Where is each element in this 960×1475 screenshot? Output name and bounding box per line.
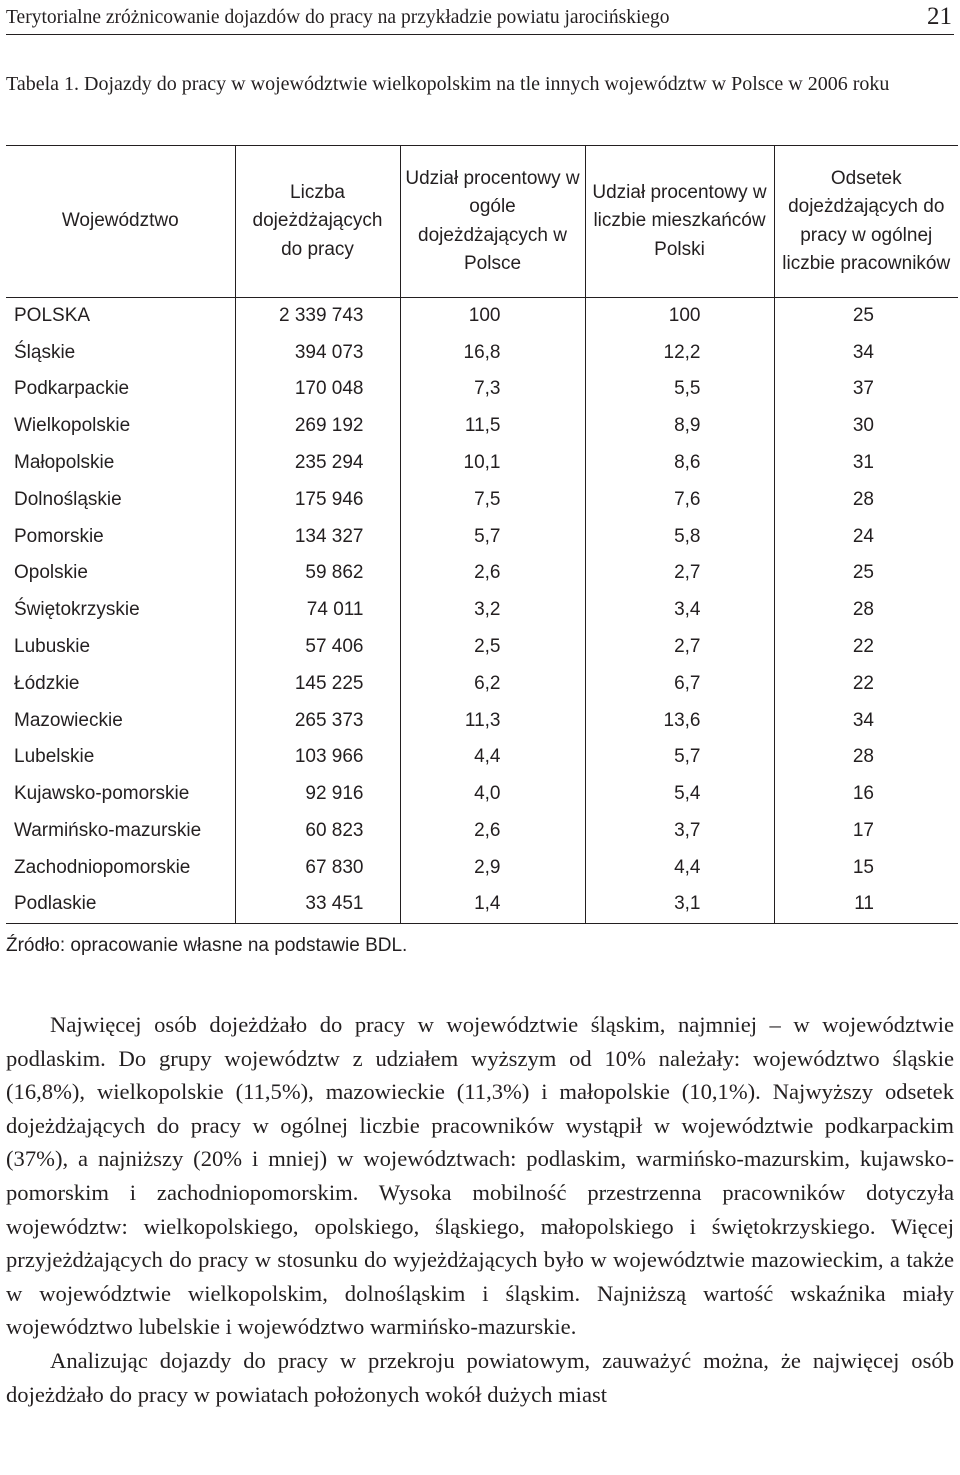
- table-row: [6, 592, 958, 629]
- cell-share-of-population: 5,4: [585, 776, 774, 813]
- cell-commuter-rate: 22: [774, 629, 958, 666]
- cell-share-of-commuters: 16,8: [400, 334, 585, 371]
- table-row: [6, 886, 958, 923]
- cell-share-of-population: 5,8: [585, 518, 774, 555]
- cell-commuter-rate: 30: [774, 408, 958, 445]
- cell-voivodeship-name: Warmińsko-mazurskie: [6, 813, 235, 850]
- cell-commuter-rate: 25: [774, 555, 958, 592]
- cell-share-of-population: 7,6: [585, 481, 774, 518]
- header-share-of-commuters: Udział procentowy w ogóle dojeżdżających w Polsce: [400, 146, 585, 298]
- table-row: [6, 555, 958, 592]
- cell-share-of-commuters: 2,6: [400, 555, 585, 592]
- cell-share-of-commuters: 3,2: [400, 592, 585, 629]
- cell-voivodeship-name: Łódzkie: [6, 665, 235, 702]
- table-row: [6, 408, 958, 445]
- cell-commuter-rate: 28: [774, 481, 958, 518]
- table-row: [6, 776, 958, 813]
- cell-share-of-population: 3,1: [585, 886, 774, 923]
- cell-share-of-population: 12,2: [585, 334, 774, 371]
- cell-commuter-rate: 22: [774, 665, 958, 702]
- cell-commuter-rate: 24: [774, 518, 958, 555]
- cell-commuters-count: 170 048: [235, 371, 400, 408]
- table-row: [6, 334, 958, 371]
- cell-commuters-count: 57 406: [235, 629, 400, 666]
- cell-share-of-commuters: 11,3: [400, 702, 585, 739]
- commuting-table: [6, 145, 958, 924]
- cell-share-of-commuters: 6,2: [400, 665, 585, 702]
- cell-voivodeship-name: Wielkopolskie: [6, 408, 235, 445]
- cell-voivodeship-name: Dolnośląskie: [6, 481, 235, 518]
- cell-commuters-count: 103 966: [235, 739, 400, 776]
- cell-share-of-population: 6,7: [585, 665, 774, 702]
- cell-commuters-count: 33 451: [235, 886, 400, 923]
- table-body: [6, 298, 958, 924]
- cell-commuters-count: 92 916: [235, 776, 400, 813]
- cell-commuters-count: 265 373: [235, 702, 400, 739]
- table-row: [6, 739, 958, 776]
- cell-commuters-count: 59 862: [235, 555, 400, 592]
- table-row: [6, 298, 958, 335]
- cell-share-of-population: 13,6: [585, 702, 774, 739]
- cell-share-of-commuters: 4,4: [400, 739, 585, 776]
- paragraph: Analizując dojazdy do pracy w przekroju powiatowym, zauważyć można, że najwięcej osób dojeżdżało do pracy w powiatach położonych wokół dużych miast: [6, 1347, 954, 1407]
- table-row: [6, 371, 958, 408]
- cell-voivodeship-name: Kujawsko-pomorskie: [6, 776, 235, 813]
- cell-share-of-commuters: 7,3: [400, 371, 585, 408]
- cell-commuter-rate: 17: [774, 813, 958, 850]
- cell-voivodeship-name: POLSKA: [6, 298, 235, 335]
- cell-voivodeship-name: Podkarpackie: [6, 371, 235, 408]
- cell-share-of-population: 5,5: [585, 371, 774, 408]
- cell-commuters-count: 175 946: [235, 481, 400, 518]
- cell-share-of-population: 2,7: [585, 555, 774, 592]
- cell-share-of-population: 8,6: [585, 445, 774, 482]
- cell-commuters-count: 145 225: [235, 665, 400, 702]
- cell-commuter-rate: 16: [774, 776, 958, 813]
- cell-commuter-rate: 15: [774, 849, 958, 886]
- cell-share-of-commuters: 10,1: [400, 445, 585, 482]
- cell-voivodeship-name: Lubelskie: [6, 739, 235, 776]
- cell-commuter-rate: 31: [774, 445, 958, 482]
- cell-commuter-rate: 28: [774, 739, 958, 776]
- cell-share-of-commuters: 2,6: [400, 813, 585, 850]
- cell-commuter-rate: 28: [774, 592, 958, 629]
- cell-share-of-population: 4,4: [585, 849, 774, 886]
- table-row: [6, 629, 958, 666]
- running-head: [6, 4, 954, 35]
- cell-share-of-commuters: 4,0: [400, 776, 585, 813]
- cell-commuter-rate: 11: [774, 886, 958, 923]
- table-row: [6, 849, 958, 886]
- header-commuter-rate: Odsetek dojeżdżających do pracy w ogólnej liczbie pracowników: [774, 146, 958, 298]
- cell-commuter-rate: 34: [774, 334, 958, 371]
- table-row: [6, 665, 958, 702]
- cell-share-of-population: 8,9: [585, 408, 774, 445]
- cell-commuter-rate: 37: [774, 371, 958, 408]
- cell-commuter-rate: 25: [774, 298, 958, 335]
- cell-commuters-count: 394 073: [235, 334, 400, 371]
- body-text: [6, 1008, 954, 1411]
- paragraph: Najwięcej osób dojeżdżało do pracy w województwie śląskim, najmniej – w województwie podlaskim. Do grupy województw z udziałem wyższym od 10% należały: województwo śląskie (16,8%), wielkopolskie (11,5%), mazowieckie (11,3%) i małopolskie (10,1%). Najwyższy odsetek dojeżdżających do pracy w ogólnej liczbie pracowników wystąpił w województwie podkarpackim (37%), a najniższy (20% i mniej) w województwach: podlaskim, warmińsko-mazurskim, kujawsko-pomorskim i zachodniopomorskim. Wysoka mobilność przestrzenna pracowników dotyczyła województw: wielkopolskiego, opolskiego, śląskiego, małopolskiego i świętokrzyskiego. Więcej przyjeżdżających do pracy w stosunku do wyjeżdżających było w województwie mazowieckim, a także w województwie wielkopolskim, dolnośląskim i śląskim. Najniższą wartość wskaźnika miały województwo lubelskie i województwo warmińsko-mazurskie.: [6, 1012, 954, 1340]
- table-row: [6, 518, 958, 555]
- cell-share-of-commuters: 5,7: [400, 518, 585, 555]
- cell-voivodeship-name: Podlaskie: [6, 886, 235, 923]
- table-caption: Tabela 1. Dojazdy do pracy w województwie wielkopolskim na tle innych województw w Polsce w 2006 roku: [6, 73, 890, 95]
- cell-voivodeship-name: Mazowieckie: [6, 702, 235, 739]
- table-row: [6, 481, 958, 518]
- cell-commuters-count: 2 339 743: [235, 298, 400, 335]
- table-header-row: [6, 146, 958, 298]
- cell-share-of-population: 3,7: [585, 813, 774, 850]
- cell-voivodeship-name: Świętokrzyskie: [6, 592, 235, 629]
- cell-commuters-count: 67 830: [235, 849, 400, 886]
- running-head-title: Terytorialne zróżnicowanie dojazdów do pracy na przykładzie powiatu jarocińskiego: [6, 7, 670, 28]
- cell-commuter-rate: 34: [774, 702, 958, 739]
- cell-share-of-commuters: 11,5: [400, 408, 585, 445]
- cell-share-of-commuters: 7,5: [400, 481, 585, 518]
- cell-commuters-count: 74 011: [235, 592, 400, 629]
- header-voivodeship: Województwo: [6, 146, 235, 298]
- cell-voivodeship-name: Lubuskie: [6, 629, 235, 666]
- cell-share-of-commuters: 100: [400, 298, 585, 335]
- cell-share-of-population: 3,4: [585, 592, 774, 629]
- cell-share-of-population: 5,7: [585, 739, 774, 776]
- header-commuters-count: Liczba dojeżdżających do pracy: [235, 146, 400, 298]
- cell-share-of-population: 2,7: [585, 629, 774, 666]
- cell-share-of-commuters: 2,9: [400, 849, 585, 886]
- cell-commuters-count: 235 294: [235, 445, 400, 482]
- cell-voivodeship-name: Małopolskie: [6, 445, 235, 482]
- cell-voivodeship-name: Zachodniopomorskie: [6, 849, 235, 886]
- page-number: 21: [927, 3, 952, 30]
- cell-voivodeship-name: Opolskie: [6, 555, 235, 592]
- cell-share-of-commuters: 2,5: [400, 629, 585, 666]
- source-note: Źródło: opracowanie własne na podstawie BDL.: [6, 935, 408, 956]
- cell-share-of-commuters: 1,4: [400, 886, 585, 923]
- cell-commuters-count: 269 192: [235, 408, 400, 445]
- cell-voivodeship-name: Śląskie: [6, 334, 235, 371]
- header-share-of-population: Udział procentowy w liczbie mieszkańców Polski: [585, 146, 774, 298]
- cell-commuters-count: 60 823: [235, 813, 400, 850]
- table-row: [6, 445, 958, 482]
- cell-voivodeship-name: Pomorskie: [6, 518, 235, 555]
- table-row: [6, 813, 958, 850]
- table-row: [6, 702, 958, 739]
- cell-share-of-population: 100: [585, 298, 774, 335]
- cell-commuters-count: 134 327: [235, 518, 400, 555]
